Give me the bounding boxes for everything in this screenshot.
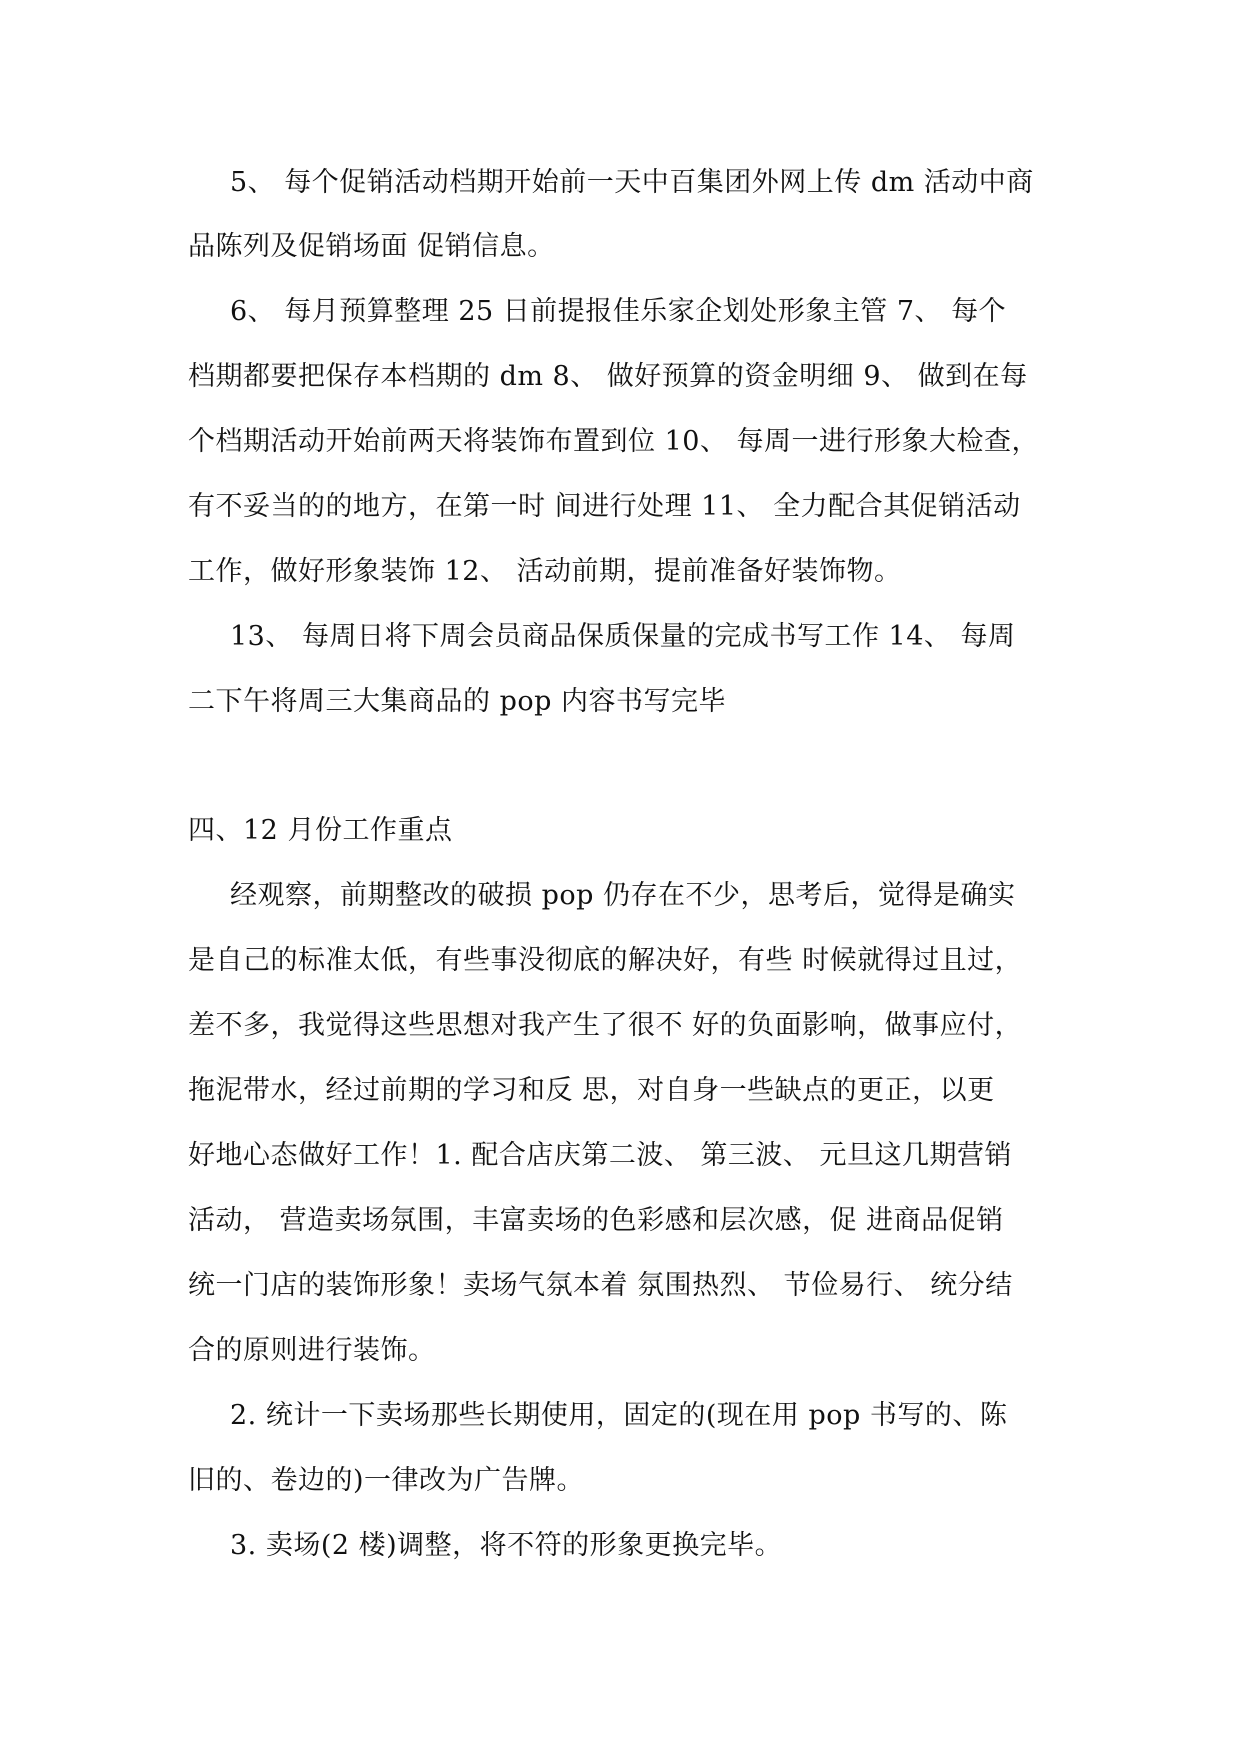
text-line: 2. 统计一下卖场那些长期使用，固定的(现在用 pop 书写的、陈 — [230, 1400, 1008, 1431]
text-line: 个档期活动开始前两天将装饰布置到位 10、 每周一进行形象大检查， — [188, 426, 1040, 457]
text-line: 合的原则进行装饰。 — [188, 1335, 436, 1366]
text-line: 档期都要把保存本档期的 dm 8、 做好预算的资金明细 9、 做到在每 — [188, 361, 1028, 392]
text-line: 好地心态做好工作！1. 配合店庆第二波、 第三波、 元旦这几期营销 — [188, 1140, 1013, 1171]
text-line: 拖泥带水，经过前期的学习和反 思，对自身一些缺点的更正，以更 — [188, 1075, 995, 1106]
text-line: 经观察，前期整改的破损 pop 仍存在不少，思考后，觉得是确实 — [230, 880, 1016, 911]
text-line: 6、 每月预算整理 25 日前提报佳乐家企划处形象主管 7、 每个 — [230, 296, 1007, 327]
text-line: 工作，做好形象装饰 12、 活动前期，提前准备好装饰物。 — [188, 556, 902, 587]
section-heading: 四、12 月份工作重点 — [188, 815, 453, 846]
text-line: 13、 每周日将下周会员商品保质保量的完成书写工作 14、 每周 — [230, 621, 1016, 652]
text-line: 有不妥当的的地方，在第一时 间进行处理 11、 全力配合其促销活动 — [188, 491, 1021, 522]
text-line: 是自己的标准太低，有些事没彻底的解决好，有些 时候就得过且过， — [188, 945, 1023, 976]
text-line: 品陈列及促销场面 促销信息。 — [188, 231, 555, 262]
text-line: 5、 每个促销活动档期开始前一天中百集团外网上传 dm 活动中商 — [230, 167, 1034, 198]
text-line: 二下午将周三大集商品的 pop 内容书写完毕 — [188, 686, 726, 717]
text-line: 活动， 营造卖场氛围，丰富卖场的色彩感和层次感，促 进商品促销 — [188, 1205, 1004, 1236]
text-line: 差不多，我觉得这些思想对我产生了很不 好的负面影响，做事应付， — [188, 1010, 1023, 1041]
text-line: 3. 卖场(2 楼)调整，将不符的形象更换完毕。 — [230, 1530, 783, 1561]
text-line: 旧的、卷边的)一律改为广告牌。 — [188, 1465, 585, 1496]
text-line: 统一门店的装饰形象！卖场气氛本着 氛围热烈、 节俭易行、 统分结 — [188, 1270, 1013, 1301]
